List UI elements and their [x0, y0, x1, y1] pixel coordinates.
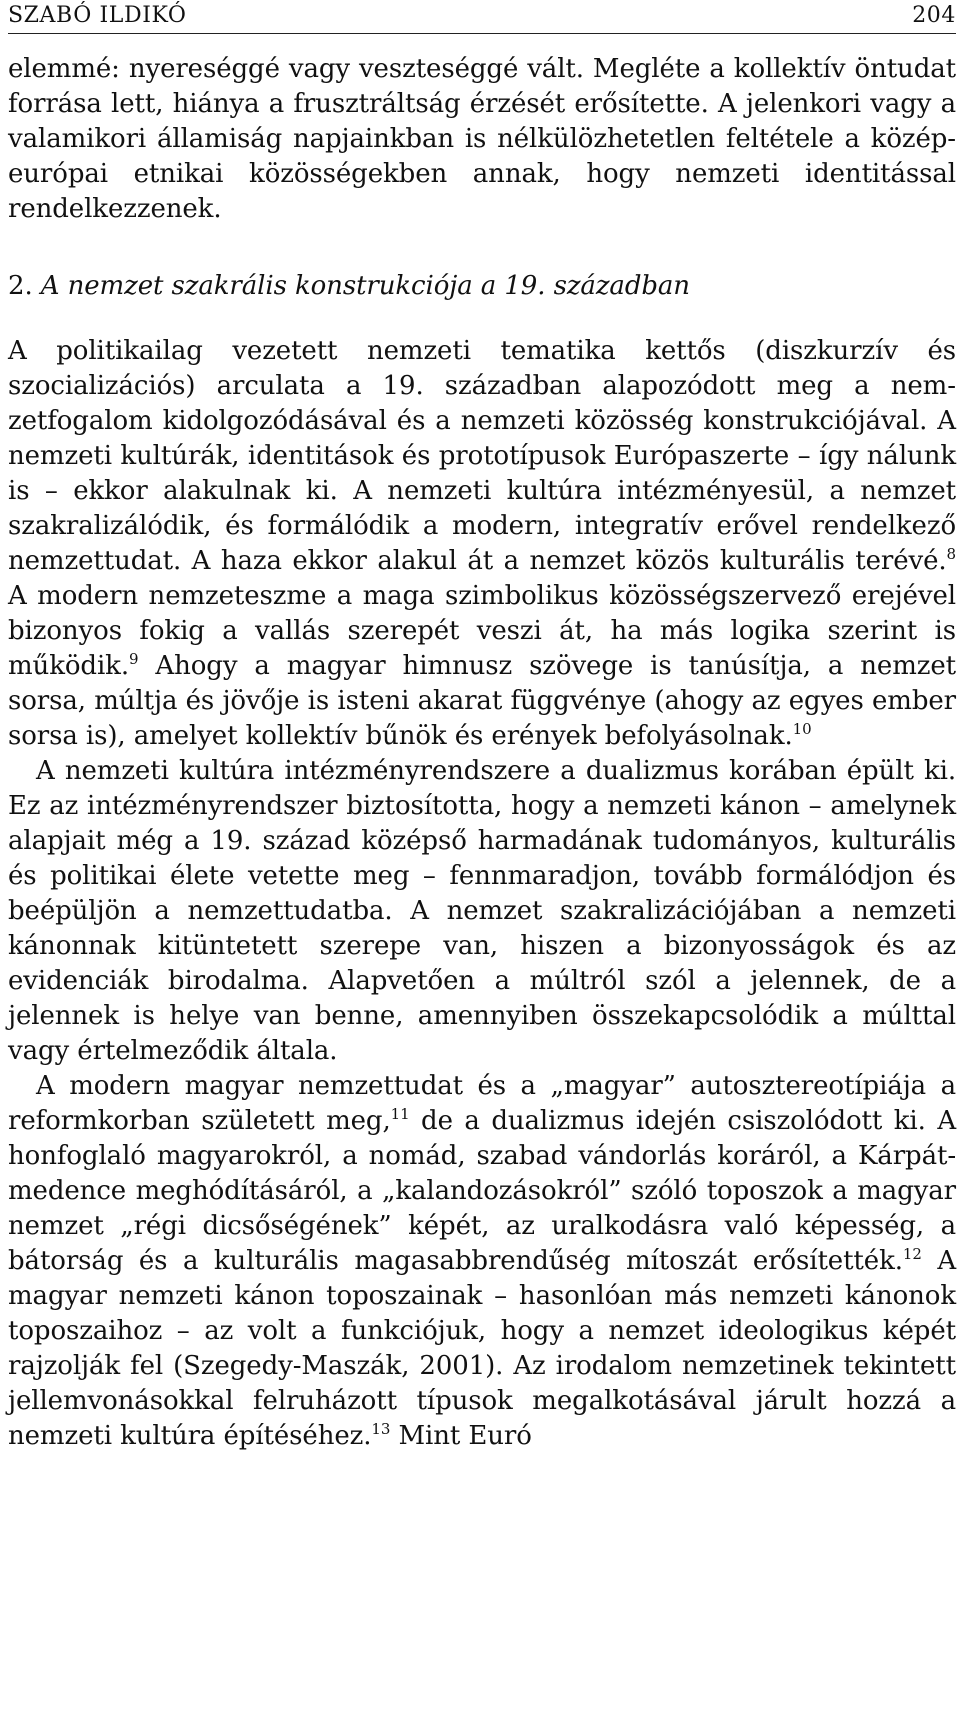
body-paragraph [8, 1069, 956, 1454]
footnote-marker[interactable]: 11 [390, 1105, 410, 1123]
paragraph-text: elemmé: nyereséggé vagy veszteséggé vált. Megléte a kollektív öntudat forrása lett, hiánya a frusztráltság érzését erősítette. A jelenkori vagy a valamikori államiság napjainkban is nélkülözhetetlen feltétele a közép-európai etnikai közösségekben annak, hogy nemzeti identitással rendelkezzenek. [8, 54, 956, 224]
footnote-marker[interactable]: 10 [792, 720, 812, 738]
body-paragraph [8, 334, 956, 754]
page-number: 204 [912, 3, 956, 28]
section-number: 2. [8, 271, 33, 301]
paragraph-text: A modern magyar nemzettudat és a „magyar” autosztereotípiája a reformkorban született meg, [8, 1071, 956, 1136]
book-page [8, 2, 956, 1454]
running-head-author: SZABÓ ILDIKÓ [8, 3, 187, 28]
paragraph-text: A nemzeti kultúra intézményrendszere a dualizmus korában épült ki. Ez az intézményrendszer biztosította, hogy a nemzeti kánon – amelynek alapjait még a 19. század középső harmadának tudományos, kulturális és politikai élete vetette meg – fennmaradjon, tovább formálódjon és beépüljön a nemzettudatba. A nemzet szakralizációjában a nemzeti kánonnak kitüntetett szerepe van, hiszen a bizonyosságok és az evidenciák birodalma. Alapvetően a múltról szól a jelennek, de a jelennek is helye van benne, amennyiben összekapcsolódik a múlttal vagy értelmeződik általa. [8, 756, 956, 1066]
paragraph-text: Ahogy a magyar himnusz szövege is tanúsítja, a nemzet sorsa, múltja és jövője is isteni akarat függvénye (ahogy az egyes ember sorsa is), amelyet kollektív bűnök és erények befolyásolnak. [8, 651, 956, 751]
paragraph-text: A politikailag vezetett nemzeti tematika kettős (diszkurzív és szocializációs) arculata a 19. században alapozódott meg a nemzetfogalom kidolgozódásával és a nemzeti közösség konstrukciójával. A nemzeti kultúrák, identitások és prototípusok Európaszerte – így nálunk is – ekkor alakulnak ki. A nemzeti kultúra intézményesül, a nemzet szakralizálódik, és formálódik a modern, integratív erővel rendelkező nemzettudat. A haza ekkor alakul át a nemzet közös kulturális terévé. [8, 336, 956, 576]
body-paragraph [8, 754, 956, 1069]
paragraph-text: A modern nemzeteszme a maga szimbolikus közösségszervező erejével bizonyos fokig a vallás szerepét veszi át, ha más logika szerint is működik. [8, 581, 956, 681]
footnote-marker[interactable]: 8 [946, 545, 956, 563]
section-title: A nemzet szakrális konstrukciója a 19. században [40, 271, 690, 301]
paragraph-text: Mint Euró [390, 1421, 532, 1451]
footnote-marker[interactable]: 9 [129, 650, 139, 668]
section-heading [8, 269, 956, 304]
paragraph-text: A magyar nemzeti kánon toposzainak – hasonlóan más nemzeti kánonok toposzaihoz – az volt a funkciójuk, hogy a nemzet ideologikus képét rajzolják fel (Szegedy-Maszák, 2001). Az irodalom nemzetinek tekintett jellemvonásokkal felruházott típusok megalkotásával járult hozzá a nemzeti kultúra építéséhez. [8, 1246, 956, 1451]
body-paragraph-continued [8, 52, 956, 227]
footnote-marker[interactable]: 13 [371, 1420, 391, 1438]
footnote-marker[interactable]: 12 [902, 1245, 922, 1263]
running-head [8, 2, 956, 34]
paragraph-text: de a dualizmus idején csiszolódott ki. A honfoglaló magyarokról, a nomád, szabad vándorlás koráról, a Kárpát-medence meghódításáról, a „kalandozásokról” szóló toposzok a magyar nemzet „régi dicsőségének” képét, az uralkodásra való képesség, a bátorság és a kulturális magasabbrendűség mítoszát erősítették. [8, 1106, 956, 1276]
